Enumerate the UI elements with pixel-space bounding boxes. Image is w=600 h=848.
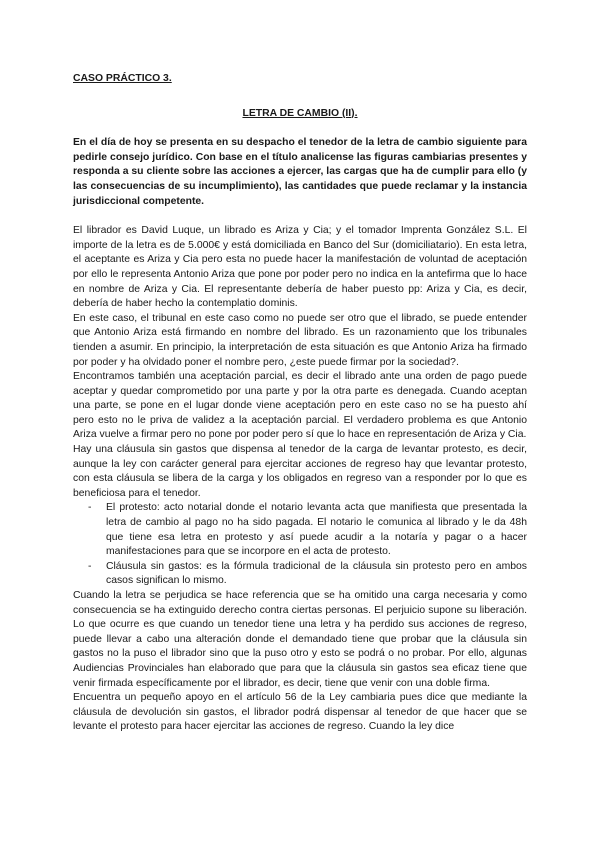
bullet-item-protesto: [88, 501, 527, 559]
document-title: LETRA DE CAMBIO (II).: [242, 107, 358, 119]
bullet-list: [73, 501, 527, 589]
dash-bullet-icon: -: [88, 560, 92, 572]
paragraph-clause-without-costs: Hay una cláusula sin gastos que dispensa al tenedor de la carga de levantar protesto, es decir, aunque la ley con carácter general para ejercitar acciones de regreso hay que levantar protesto, con esta cláusula se libera de la carga y los obligados en regreso van a responder por lo que es beneficiosa para el tenedor.: [73, 444, 527, 499]
paragraph-perjuicio: Cuando la letra se perjudica se hace referencia que se ha omitido una carga necesaria y como consecuencia se ha extinguido derecho contra ciertas personas. El perjuicio supone su liberación. Lo que ocurre es que cuando un tenedor tiene una letra y ha perdido sus acciones de regreso, puede llevar a cabo una alteración donde el demandado tiene que probar que la cláusula sin gastos no la puso el librador sino que la puso otro y esto se podrá o no probar. Por ello, algunas Audiencias Provinciales han elaborado que para que la cláusula sin gastos sea eficaz tiene que venir firmada específicamente por el librador, es decir, tiene que venir con una doble firma.: [73, 590, 527, 689]
paragraph-tribunal: En este caso, el tribunal en este caso como no puede ser otro que el librado, se puede entender que Antonio Ariza está firmando en nombre del librado. Es un razonamiento que los tribunales tienden a asumir. En principio, la interpretación de esta situación es que Antonio Ariza ha firmado por poder y ha olvidado poner el nombre pero, ¿este puede firmar por la sociedad?.: [73, 312, 527, 368]
case-statement: En el día de hoy se presenta en su despacho el tenedor de la letra de cambio siguiente para pedirle consejo jurídico. Con base en el título analicense las figuras cambiarias presentes y responda a su cliente sobre las acciones a ejercer, las cargas que ha de cumplir para ello (y las consecuencias de su incumplimiento), las cantidades que puede reclamar y la instancia jurisdiccional competente.: [73, 137, 527, 207]
paragraph-partial-acceptance: Encontramos también una aceptación parcial, es decir el librado ante una orden de pago puede aceptar y quedar comprometido por una parte y por la otra parte es denegada. Cuando aceptan una parte, se pone en el lugar donde viene aceptación pero en este caso no se ha puesto ahí pero esto no le priva de validez a la aceptación parcial. El verdadero problema es que Antonio Ariza vuelve a firmar pero no pone por poder pero sí que lo hace en representación de Ariza y Cia.: [73, 371, 527, 441]
bullet-text: El protesto: acto notarial donde el notario levanta acta que manifiesta que presentada la letra de cambio al pago no ha sido pagada. El notario le comunica al librado y le da 48h que tiene esa letra en protesto y así puede acudir a la notaría y pagar o a hacer manifestaciones para que se incorpore en el acta de protesto.: [106, 502, 527, 558]
bullet-text: Cláusula sin gastos: es la fórmula tradicional de la cláusula sin protesto pero en ambos casos significan lo mismo.: [106, 560, 527, 587]
document-body: [73, 224, 527, 735]
dash-bullet-icon: -: [88, 502, 92, 514]
paragraph-articulo-56: Encuentra un pequeño apoyo en el artículo 56 de la Ley cambiaria pues dice que mediante la cláusula de devolución sin gastos, el librador podrá dispensar al tenedor de que hacer que se levante el protesto para hacer ejercitar las acciones de regreso. Cuando la ley dice: [73, 692, 527, 733]
document-page: [73, 62, 527, 735]
paragraph-parties: El librador es David Luque, un librado es Ariza y Cia; y el tomador Imprenta González S.L. El importe de la letra es de 5.000€ y está domiciliada en Banco del Sur (domiciliatario). En esta letra, el aceptante es Ariza y Cia pero esta no puede hacer la manifestación de voluntad de aceptación por ello le representa Antonio Ariza que pone por poder pero no indica en la antefirma que lo hace en nombre de Ariza y Cia. El representante debería de haber puesto pp: Ariza y Cia, es decir, debería de haber hecho la contemplatio dominis.: [73, 225, 527, 310]
bullet-item-clausula: [88, 560, 527, 589]
case-label: CASO PRÁCTICO 3.: [73, 73, 172, 84]
